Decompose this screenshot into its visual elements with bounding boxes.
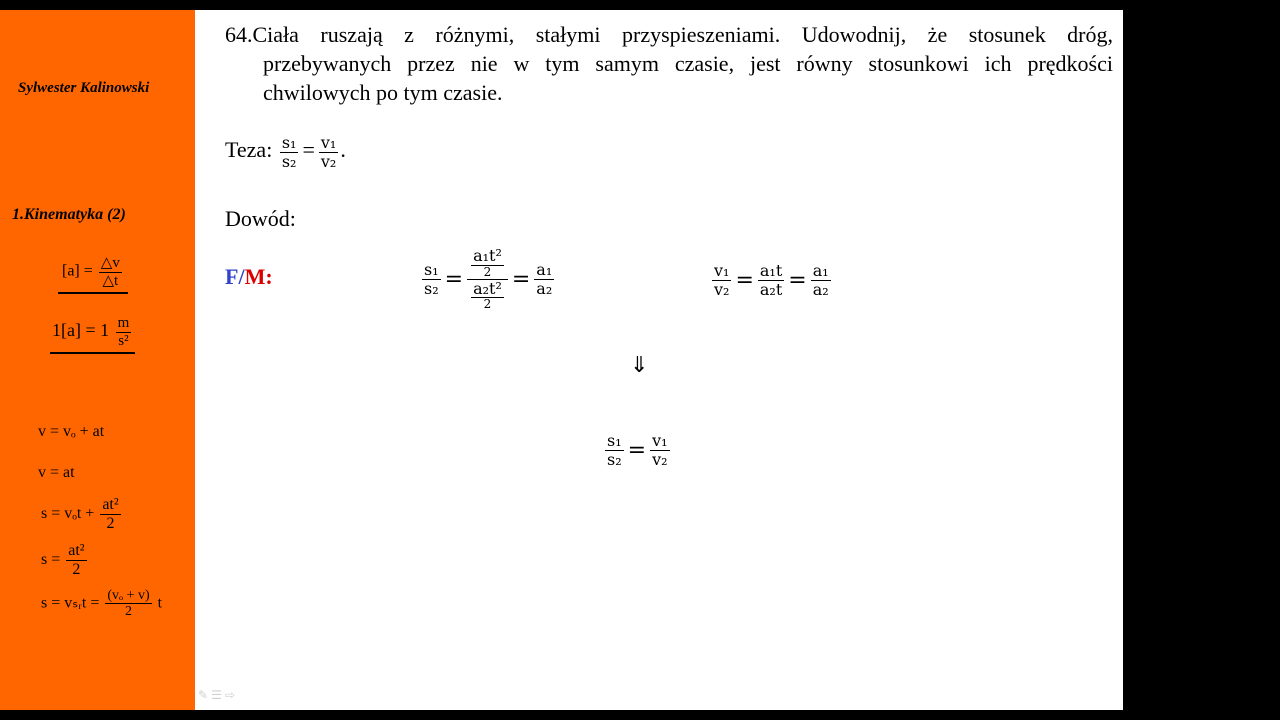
formula-distance-average	[41, 588, 162, 620]
conclusion-equation	[603, 432, 672, 468]
unit-value	[50, 315, 135, 354]
a2t: a₂t	[759, 279, 783, 299]
formula-distance-simple-num: at²	[68, 542, 85, 559]
conclusion-equals: =	[627, 437, 647, 463]
velocity-ratio-equation	[710, 262, 833, 298]
unit-value-lhs: 1[a] = 1	[52, 320, 110, 341]
thesis-s2: s₂	[281, 151, 297, 171]
formula-distance-simple-lhs: s =	[41, 550, 61, 568]
equals-4: =	[788, 267, 807, 293]
a2t2: a₂t²	[473, 278, 502, 298]
thesis-s1: s₁	[281, 133, 297, 152]
a2-second: a₂	[812, 279, 829, 299]
conclusion-v1: v₁	[652, 431, 668, 450]
slideshow-controls[interactable]	[198, 688, 235, 703]
formula-velocity-simple: v = at	[38, 464, 75, 481]
a1t: a₁t	[759, 261, 783, 280]
section-title: 1.Kinematyka (2)	[12, 206, 126, 223]
fm-f: F	[225, 264, 239, 289]
unit-def-lhs: [a] =	[62, 262, 93, 280]
conclusion-s1: s₁	[607, 431, 622, 450]
fm-label	[225, 264, 273, 290]
formula-distance-den: 2	[106, 514, 115, 532]
thesis-label: Teza:	[225, 137, 273, 163]
unit-value-num: m	[117, 315, 130, 331]
formula-distance-lhs: s = vₒt +	[41, 504, 95, 522]
a1-second: a₁	[812, 261, 829, 280]
unit-definition	[58, 255, 128, 294]
distance-ratio-equation	[420, 247, 556, 312]
thesis-equals: =	[302, 137, 315, 163]
thesis-v1: v₁	[320, 133, 337, 152]
formula-distance-average-tail: t	[157, 594, 163, 612]
s-ratio	[422, 261, 441, 297]
v-ratio	[712, 262, 731, 298]
two-top: 2	[483, 264, 492, 279]
unit-def-den: △t	[102, 272, 119, 289]
formula-distance-simple-den: 2	[72, 560, 81, 578]
problem-line-2: przebywanych przez nie w tym samym czasie, jest równy stosunkowi ich prędkości	[263, 51, 1113, 76]
pen-icon[interactable]: ✎	[198, 688, 209, 702]
slide	[0, 10, 1123, 710]
a2-first: a₂	[536, 278, 553, 298]
implies-arrow: ⇓	[630, 352, 649, 377]
formula-distance-average-num: (vₒ + v)	[107, 588, 150, 603]
fm-slash: /	[238, 264, 245, 289]
next-slide-icon[interactable]: ⇨	[224, 688, 235, 702]
v2: v₂	[714, 279, 730, 299]
s1: s₁	[424, 260, 439, 280]
compound-fraction	[467, 247, 508, 312]
unit-value-fraction	[116, 315, 132, 349]
formula-distance	[41, 496, 123, 532]
a-ratio-1	[534, 261, 554, 297]
thesis-v-ratio	[319, 134, 338, 170]
conclusion-v-ratio	[650, 432, 669, 468]
a1t2: a₁t²	[473, 246, 502, 265]
compound-numerator	[467, 247, 508, 280]
fm-m: M:	[244, 264, 273, 289]
formula-distance-simple-fraction	[66, 542, 86, 578]
conclusion-v2: v₂	[652, 449, 668, 469]
two-bottom: 2	[483, 297, 492, 312]
menu-icon[interactable]: ☰	[211, 688, 222, 702]
equals-2: =	[511, 266, 531, 292]
unit-def-fraction	[99, 255, 122, 289]
unit-def-num: △v	[100, 255, 120, 271]
formula-distance-num: at²	[102, 496, 119, 513]
equals-1: =	[444, 266, 464, 292]
equals-3: =	[735, 267, 754, 293]
thesis-s-ratio	[280, 134, 299, 170]
formula-distance-fraction	[100, 496, 120, 532]
compound-denominator	[467, 280, 508, 312]
problem-line-3: chwilowych po tym czasie.	[263, 80, 503, 105]
author-name: Sylwester Kalinowski	[18, 80, 150, 96]
unit-value-den: s²	[118, 332, 129, 349]
conclusion-s-ratio	[605, 432, 624, 468]
formula-distance-simple	[41, 542, 89, 578]
v1: v₁	[714, 261, 730, 280]
conclusion-s2: s₂	[607, 449, 622, 469]
formula-distance-average-fraction	[105, 588, 151, 620]
s2: s₂	[424, 278, 439, 298]
formula-distance-average-den: 2	[124, 604, 132, 620]
formula-velocity: v = vₒ + at	[38, 423, 105, 440]
sidebar	[0, 10, 195, 710]
a-ratio-2	[811, 262, 831, 298]
at-ratio	[758, 262, 784, 298]
thesis-period: .	[340, 137, 346, 163]
problem-statement	[225, 20, 1113, 107]
formula-distance-average-lhs: s = vₛᵣt =	[41, 594, 100, 612]
thesis	[225, 134, 346, 170]
problem-line-1: 64.Ciała ruszają z różnymi, stałymi przyspieszeniami. Udowodnij, że stosunek dróg,	[225, 22, 1113, 47]
a1-first: a₁	[536, 260, 553, 280]
thesis-v2: v₂	[320, 151, 337, 171]
proof-label: Dowód:	[225, 206, 296, 231]
